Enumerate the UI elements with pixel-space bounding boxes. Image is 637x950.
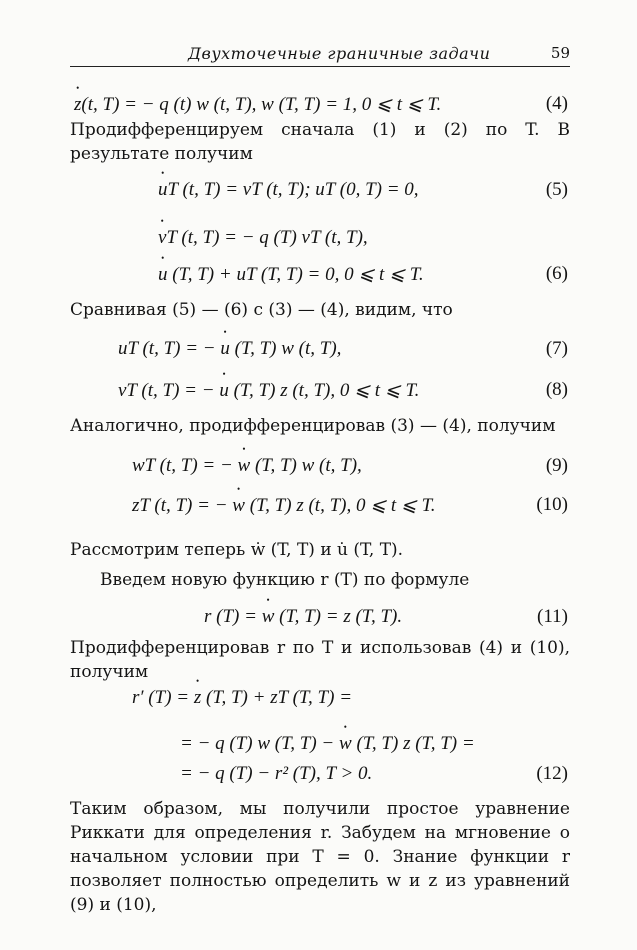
paragraph-3: Аналогично, продифференцировав (3) — (4), получим <box>70 416 556 436</box>
running-header <box>70 42 570 64</box>
header-rule <box>70 66 570 67</box>
equation-12c: = − q (T) − r² (T), T > 0. (12) <box>180 763 568 784</box>
paragraph-7: Таким образом, мы получили простое уравнение Риккати для определения r. Забудем на мгновение о начальном условии при T = 0. Знание функции r позволяет полностью определить w и z из уравнений (9) и (10), <box>70 799 570 915</box>
equation-6b: • u (T, T) + uT (T, T) = 0, 0 ⩽ t ⩽ T. (6) <box>70 260 570 288</box>
equation-10: zT (t, T) = − • w (T, T) z (t, T), 0 ⩽ t ⩽ T. (10) <box>70 491 570 519</box>
paragraph-2: Сравнивая (5) — (6) с (3) — (4), видим, что <box>70 300 453 320</box>
equation-9: wT (t, T) = − • w (T, T) w (t, T), (9) <box>70 452 570 480</box>
paragraph-4: Рассмотрим теперь ẇ (T, T) и u̇ (T, T). <box>70 540 404 560</box>
equation-4: • z(t, T) = − q (t) w (t, T), w (T, T) = 1, 0 ⩽ t ⩽ T. (4) <box>70 90 570 118</box>
equation-12a: r′ (T) = • z (T, T) + zT (T, T) = <box>70 684 570 712</box>
equation-6a: • vT (t, T) = − q (T) vT (t, T), <box>70 224 570 252</box>
equation-12b: = − q (T) w (T, T) − • w (T, T) z (T, T) = <box>70 730 570 758</box>
paragraph-5: Введем новую функцию r (T) по формуле <box>100 570 470 590</box>
equation-11: r (T) = • w (T, T) = z (T, T). (11) <box>70 603 570 631</box>
page-number: 59 <box>550 44 570 62</box>
header-title: Двухточечные граничные задачи <box>188 44 491 63</box>
equation-5: • uT (t, T) = vT (t, T); uT (0, T) = 0, (5) <box>70 176 570 204</box>
equation-8: vT (t, T) = − • u (T, T) z (t, T), 0 ⩽ t ⩽ T. (8) <box>70 376 570 404</box>
equation-7: uT (t, T) = − • u (T, T) w (t, T), (7) <box>70 335 570 363</box>
paragraph-6: Продифференцировав r по T и использовав (4) и (10), получим <box>70 638 570 682</box>
paragraph-1: Продифференцируем сначала (1) и (2) по T. В результате получим <box>70 120 570 164</box>
